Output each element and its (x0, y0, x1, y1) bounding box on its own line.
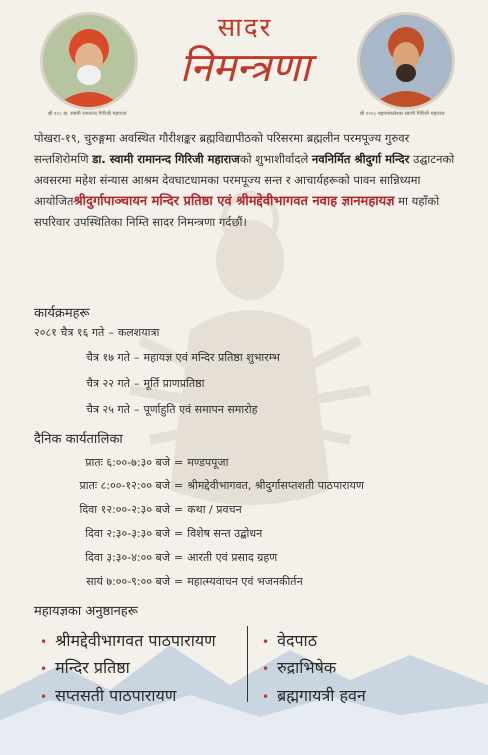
ritual-label: सप्तसती पाठपारायण (55, 686, 177, 705)
program-event: पूर्णाहुति एवं समापन समारोह (143, 403, 258, 416)
program-date: चैत्र २५ गते (86, 403, 130, 416)
ritual-item (40, 684, 176, 706)
schedule-event: कथा / प्रवचन (187, 503, 242, 516)
caption-right: श्री १००८ महामण्डलेश्वर स्वामी गिरिजी महाराज (359, 111, 445, 117)
program-event: कलशयात्रा (117, 326, 160, 339)
bullet-icon: • (262, 635, 270, 649)
ritual-label: रुद्राभिषेक (277, 658, 337, 677)
bullet-icon: • (262, 690, 270, 704)
goddess-watermark (117, 190, 380, 550)
intro-text-4: मा यहाँको सपरिवार उपस्थितिका निम्ति सादर निमन्त्रणा गर्दछौं। (34, 194, 440, 229)
ritual-item (262, 684, 366, 706)
schedule-time: दिवा २:३०-३:३० बजे (85, 527, 170, 540)
schedule-row: सायं ७:००-९:०० बजे = महात्म्यवाचन एवं भजनकीर्तन (42, 574, 303, 589)
program-item: चैत्र १७ गते – महायज्ञ एवं मन्दिर प्रतिष्ठा शुभारम्भ (86, 351, 280, 364)
program-event: मूर्ति प्राणप्रतिष्ठा (143, 377, 205, 390)
intro-text-2: को शुभाशीर्वादले (239, 152, 312, 166)
ritual-item (40, 629, 216, 651)
schedule-time: दिवा ३:३०-४:०० बजे (85, 551, 170, 564)
intro-text-3: उद्घाटनको अवसरमा महेश संन्यास आश्रम देवघाटधामका परमपूज्य सन्त र आचार्यहरूको पावन सान्निध्यमा आयोजित (34, 152, 455, 208)
program-date: चैत्र १७ गते (86, 351, 130, 364)
program-item: २०८१ चैत्र १६ गते – कलशयात्रा (34, 326, 160, 339)
guru-portrait-right (357, 12, 455, 110)
schedule-event: महात्म्यवाचन एवं भजनकीर्तन (187, 575, 303, 588)
intro-paragraph (34, 128, 466, 233)
schedule-time: प्रातः ८:००-१२:०० बजे (79, 479, 170, 492)
guru-portrait-left (40, 12, 138, 110)
schedule-event: श्रीमद्देवीभागवत, श्रीदुर्गासप्तशती पाठपारायण (187, 479, 364, 492)
schedule-row: दिवा ३:३०-४:०० बजे = आरती एवं प्रसाद ग्रहण (42, 550, 277, 565)
schedule-row: दिवा १२:००-२:३० बजे = कथा / प्रवचन (42, 502, 242, 517)
ritual-item (262, 629, 317, 651)
bullet-icon: • (262, 662, 270, 676)
schedule-row: दिवा २:३०-३:३० बजे = विशेष सन्त उद्बोधन (42, 526, 262, 541)
program-event: महायज्ञ एवं मन्दिर प्रतिष्ठा शुभारम्भ (143, 351, 280, 364)
program-date: २०८१ चैत्र १६ गते (34, 326, 105, 339)
bullet-icon: • (40, 662, 48, 676)
ritual-label: वेदपाठ (277, 631, 317, 650)
caption-left: श्री १०८ डा. स्वामी रामानन्द गिरिजी महाराज (47, 111, 127, 117)
ritual-label: ब्रह्मगायत्री हवन (277, 686, 366, 705)
schedule-event: मण्डपपूजा (187, 456, 229, 469)
ritual-item (262, 656, 336, 678)
programs-heading: कार्यक्रमहरू (34, 306, 90, 321)
schedule-event: आरती एवं प्रसाद ग्रहण (187, 551, 278, 564)
program-item: चैत्र २२ गते – मूर्ति प्राणप्रतिष्ठा (86, 377, 205, 390)
ritual-label: मन्दिर प्रतिष्ठा (55, 658, 130, 677)
event-name: श्रीदुर्गापाञ्चायन मन्दिर प्रतिष्ठा एवं श्रीमद्देवीभागवत नवाह ज्ञानमहायज्ञ (73, 194, 395, 209)
title-nimantrana: निमन्त्रणा (179, 45, 311, 91)
schedule-event: विशेष सन्त उद्बोधन (187, 527, 263, 540)
schedule-heading: दैनिक कार्यतालिका (34, 432, 123, 447)
schedule-row: प्रातः ८:००-१२:०० बजे = श्रीमद्देवीभागवत, श्रीदुर्गासप्तशती पाठपारायण (42, 478, 364, 493)
ritual-label: श्रीमद्देवीभागवत पाठपारायण (55, 631, 216, 650)
program-date: चैत्र २२ गते (86, 377, 130, 390)
program-item: चैत्र २५ गते – पूर्णाहुति एवं समापन समारोह (86, 403, 258, 416)
guru-name: डा. स्वामी रामानन्द गिरिजी महाराज (92, 152, 240, 166)
schedule-time: सायं ७:००-९:०० बजे (86, 575, 170, 588)
temple-name: नवनिर्मित श्रीदुर्गा मन्दिर (311, 152, 410, 166)
title-sadar: सादर (217, 13, 273, 43)
ritual-item (40, 656, 130, 678)
bullet-icon: • (40, 690, 48, 704)
bullet-icon: • (40, 635, 48, 649)
schedule-row: प्रातः ६:००-७:३० बजे = मण्डपपूजा (42, 455, 228, 470)
schedule-time: प्रातः ६:००-७:३० बजे (85, 456, 170, 469)
schedule-time: दिवा १२:००-२:३० बजे (79, 503, 170, 516)
rituals-divider (247, 626, 248, 702)
rituals-heading: महायज्ञका अनुष्ठानहरू (34, 604, 138, 619)
intro-text-1: पोखरा-१९, चुरुङ्गमा अवस्थित गौरीशङ्कर ब्रह्मविद्यापीठको परिसरमा ब्रह्मलीन परमपूज्य गुरुवर सन्तशिरोमणि (34, 131, 410, 166)
